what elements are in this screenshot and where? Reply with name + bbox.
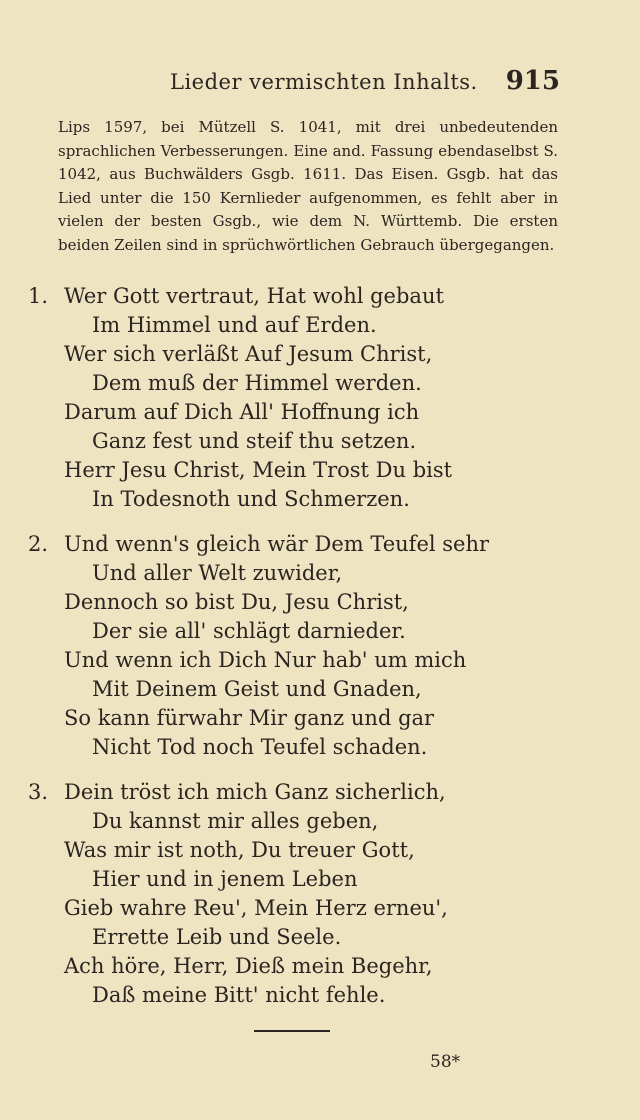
verse-line: Hier und in jenem Leben	[92, 867, 358, 891]
stanza-number: 3.	[28, 780, 49, 804]
verse-line: Und wenn ich Dich Nur hab' um mich	[64, 648, 467, 672]
verse-line: Nicht Tod noch Teufel schaden.	[92, 735, 428, 759]
verse-line: Gieb wahre Reu', Mein Herz erneu',	[64, 896, 448, 920]
verse-line: So kann fürwahr Mir ganz und gar	[64, 706, 435, 730]
verse-line: In Todesnoth und Schmerzen.	[92, 487, 410, 511]
page-number: 915	[505, 66, 560, 96]
running-title: Lieder vermischten Inhalts.	[170, 70, 478, 94]
verse-line: Ganz fest und steif thu setzen.	[92, 429, 417, 453]
source-note	[58, 116, 558, 258]
signature-mark: 58*	[430, 1052, 461, 1072]
verse-line: Dennoch so bist Du, Jesu Christ,	[64, 590, 409, 614]
verse-line: Mit Deinem Geist und Gnaden,	[92, 677, 422, 701]
page-header	[0, 66, 640, 106]
verse-line: Ach höre, Herr, Dieß mein Begehr,	[64, 954, 433, 978]
verse-line: Darum auf Dich All' Hoffnung ich	[64, 400, 420, 424]
verse-line: Herr Jesu Christ, Mein Trost Du bist	[64, 458, 453, 482]
verse-line: Der sie all' schlägt darnieder.	[92, 619, 406, 643]
verse-line: Daß meine Bitt' nicht fehle.	[92, 983, 386, 1007]
verse-line: Was mir ist noth, Du treuer Gott,	[64, 838, 415, 862]
verse-line: Wer Gott vertraut, Hat wohl gebaut	[64, 284, 444, 308]
source-note-text: Lips 1597, bei Mützell S. 1041, mit drei unbedeutenden sprachlichen Verbesserungen. Eine and. Fassung ebendaselbst S. 1042, aus Buchwälders Gsgb. 1611. Das Eisen. Gsgb. hat das Lied unter die 150 Kernlieder aufgenommen, es fehlt aber in vielen der besten Gsgb., wie dem N. Württemb. Die ersten beiden Zeilen sind in sprüchwörtlichen Gebrauch übergegangen.	[58, 118, 558, 254]
verse-line: Wer sich verläßt Auf Jesum Christ,	[64, 342, 433, 366]
verse-line: Dem muß der Himmel werden.	[92, 371, 422, 395]
verse-line: Und aller Welt zuwider,	[92, 561, 343, 585]
verse-line: Im Himmel und auf Erden.	[92, 313, 377, 337]
verse-line: Dein tröst ich mich Ganz sicherlich,	[64, 780, 446, 804]
stanza-number: 2.	[28, 532, 49, 556]
end-rule	[254, 1030, 330, 1032]
stanza-number: 1.	[28, 284, 49, 308]
verse-line: Und wenn's gleich wär Dem Teufel sehr	[64, 532, 490, 556]
verse-line: Errette Leib und Seele.	[92, 925, 342, 949]
verse-line: Du kannst mir alles geben,	[92, 809, 379, 833]
